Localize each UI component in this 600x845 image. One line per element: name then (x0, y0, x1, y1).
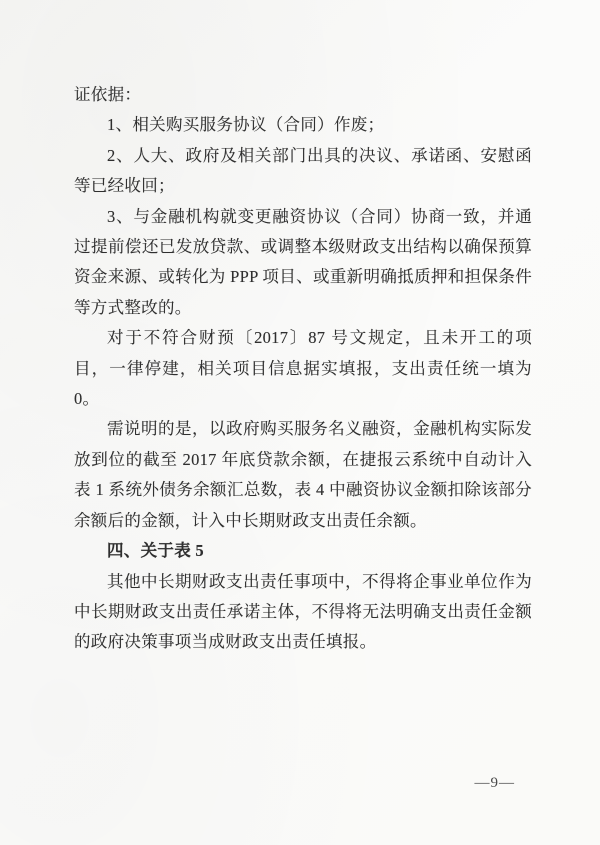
paragraph: 1、相关购买服务协议（合同）作废； (107, 115, 385, 135)
paragraph: 2、人大、政府及相关部门出具的决议、承诺函、安慰函等已经收回； (74, 145, 532, 196)
document-body (74, 80, 532, 658)
paragraph: 证依据： (74, 85, 142, 104)
paragraph: 对于不符合财预〔2017〕87 号文规定，且未开工的项目，一律停建，相关项目信息据实填报，支出责任统一填为 0。 (74, 328, 532, 409)
section-heading: 四、关于表 5 (107, 541, 204, 561)
page-number: —9— (474, 775, 515, 791)
paragraph: 需说明的是，以政府购买服务名义融资，金融机构实际发放到位的截至 2017 年底贷款余额，在捷报云系统中自动计入表 1 系统外债务余额汇总数，表 4 中融资协议金额扣除该部分余额后的金额，计入中长期财政支出责任余额。 (74, 419, 532, 530)
paragraph: 其他中长期财政支出责任事项中，不得将企事业单位作为中长期财政支出责任承诺主体，不得将无法明确支出责任金额的政府决策事项当成财政支出责任填报。 (74, 571, 532, 652)
paragraph: 3、与金融机构就变更融资协议（合同）协商一致，并通过提前偿还已发放贷款、或调整本级财政支出结构以确保预算资金来源、或转化为 PPP 项目、或重新明确抵质押和担保条件等方式整改的。 (74, 206, 532, 317)
